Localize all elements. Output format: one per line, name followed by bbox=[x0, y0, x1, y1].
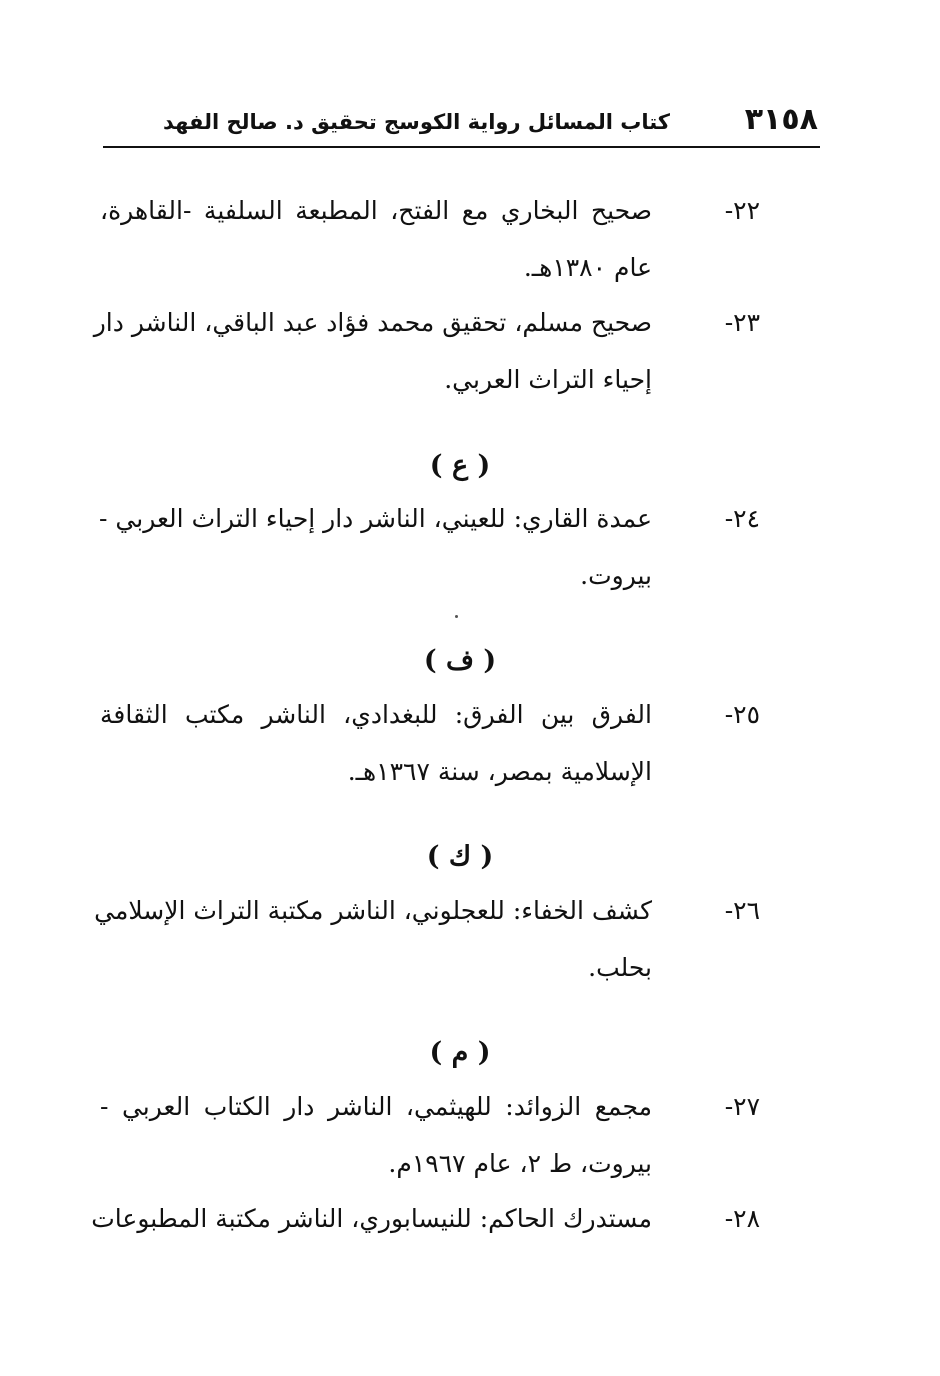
entry-text bbox=[94, 882, 652, 996]
bibliography-entry-23 bbox=[93, 294, 760, 408]
section-heading-ain: ( ع ) bbox=[429, 450, 491, 481]
section-heading-mim: ( م ) bbox=[429, 1037, 491, 1068]
entry-text bbox=[100, 490, 652, 604]
entry-number: ٢٤- bbox=[724, 504, 760, 533]
entry-number: ٢٦- bbox=[724, 896, 760, 925]
bibliography-entry-26 bbox=[94, 882, 760, 996]
entry-line: كشف الخفاء: للعجلوني، الناشر مكتبة التراث الإسلامي bbox=[94, 896, 652, 925]
entry-line: إحياء التراث العربي. bbox=[444, 365, 652, 394]
entry-line: عمدة القاري: للعيني، الناشر دار إحياء التراث العربي - bbox=[99, 504, 652, 533]
entry-line: صحيح مسلم، تحقيق محمد فؤاد عبد الباقي، الناشر دار bbox=[93, 308, 652, 337]
entry-line: صحيح البخاري مع الفتح، المطبعة السلفية -القاهرة، bbox=[100, 196, 652, 225]
print-speck bbox=[455, 615, 458, 618]
entry-line: الفرق بين الفرق: للبغدادي، الناشر مكتب الثقافة bbox=[100, 700, 652, 729]
entry-text bbox=[100, 1078, 652, 1192]
page-number: ٣١٥٨ bbox=[744, 102, 818, 137]
entry-line: بيروت. bbox=[580, 561, 652, 590]
entry-text bbox=[100, 182, 652, 296]
bibliography-entry-24 bbox=[100, 490, 760, 604]
entry-text bbox=[93, 294, 652, 408]
entry-line: عام ١٣٨٠هـ. bbox=[523, 253, 652, 282]
entry-text bbox=[100, 686, 652, 800]
entry-line: بيروت، ط ٢، عام ١٩٦٧م. bbox=[388, 1149, 652, 1178]
running-title: كتاب المسائل رواية الكوسج تحقيق د. صالح الفهد bbox=[163, 110, 670, 134]
section-heading-fa: ( ف ) bbox=[423, 645, 497, 676]
entry-line: مستدرك الحاكم: للنيسابوري، الناشر مكتبة المطبوعات bbox=[91, 1204, 652, 1233]
entry-text bbox=[91, 1190, 652, 1247]
bibliography-entry-22 bbox=[100, 182, 760, 296]
entry-line: مجمع الزوائد: للهيثمي، الناشر دار الكتاب العربي - bbox=[100, 1092, 652, 1121]
entry-number: ٢٣- bbox=[724, 308, 760, 337]
bibliography-entry-25 bbox=[100, 686, 760, 800]
entry-number: ٢٧- bbox=[724, 1092, 760, 1121]
entry-number: ٢٢- bbox=[724, 196, 760, 225]
entry-line: بحلب. bbox=[588, 953, 652, 982]
bibliography-entry-28 bbox=[91, 1190, 760, 1247]
entry-line: الإسلامية بمصر، سنة ١٣٦٧هـ. bbox=[347, 757, 652, 786]
page-header bbox=[103, 96, 820, 148]
bibliography-entry-27 bbox=[100, 1078, 760, 1192]
entry-number: ٢٥- bbox=[724, 700, 760, 729]
entry-number: ٢٨- bbox=[724, 1204, 760, 1233]
section-heading-kaf: ( ك ) bbox=[426, 841, 494, 872]
